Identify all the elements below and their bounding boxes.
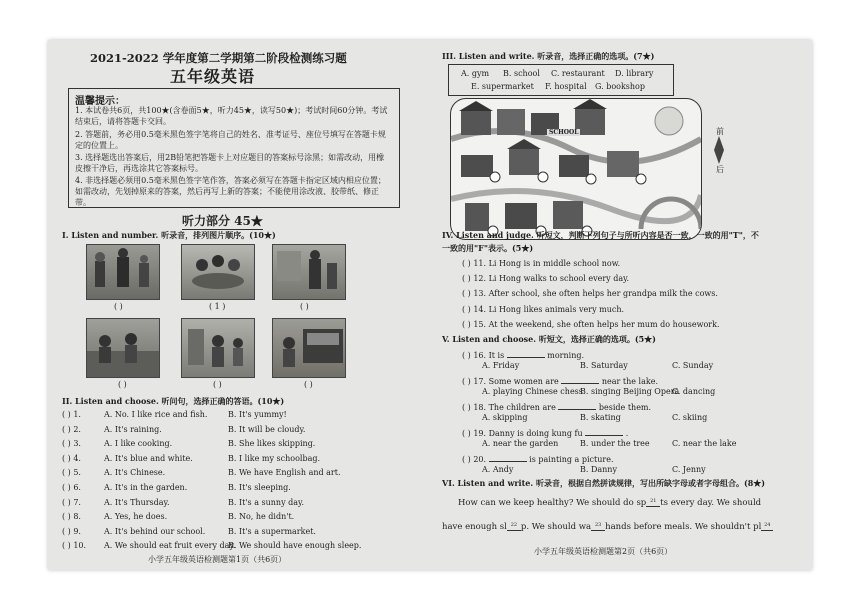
word-library: D. library bbox=[615, 69, 654, 78]
word-hospital: F. hospital bbox=[545, 82, 587, 91]
section-5-option-b: B. skating bbox=[580, 413, 621, 422]
picture-3 bbox=[272, 244, 346, 300]
page-2 bbox=[434, 40, 812, 570]
section-5-option-c: C. dancing bbox=[672, 387, 716, 396]
blank-23-number: 23 bbox=[594, 522, 602, 528]
section-2-item-number[interactable]: ( ) 8. bbox=[62, 512, 81, 522]
section-5-question[interactable] bbox=[462, 453, 614, 464]
section-5-title: V. Listen and choose. 听短文，选择正确的选项。(5★) bbox=[442, 334, 656, 344]
exam-title: 2021-2022 学年度第二学期第二阶段检测练习题 bbox=[90, 51, 347, 65]
section-5-question[interactable] bbox=[462, 427, 628, 438]
word-bookshop: G. bookshop bbox=[595, 82, 645, 91]
section-6-line-2 bbox=[442, 522, 773, 532]
section-3-title: III. Listen and write. 听录音，选择正确的选项。(7★) bbox=[442, 51, 655, 61]
section-2-item-number[interactable]: ( ) 6. bbox=[62, 483, 81, 492]
compass-arrow-icon bbox=[714, 136, 724, 164]
section-2-option-b: B. We should have enough sleep. bbox=[228, 541, 362, 551]
picture-1 bbox=[86, 244, 160, 300]
answer-paren-3[interactable]: ( ) bbox=[300, 302, 309, 311]
picture-5 bbox=[181, 318, 255, 378]
picture-4 bbox=[86, 318, 160, 378]
compass-north: 前 bbox=[716, 127, 724, 136]
section-2-item-number[interactable]: ( ) 3. bbox=[62, 439, 81, 449]
map-drawing bbox=[451, 99, 701, 239]
section-5-blank[interactable] bbox=[558, 401, 596, 410]
blank-24-number: 24 bbox=[764, 522, 771, 528]
section-2-option-a: A. It's Thursday. bbox=[104, 497, 170, 507]
section-2-option-b: B. It's sleeping. bbox=[228, 483, 291, 492]
section-5-option-a: A. playing Chinese chess bbox=[482, 387, 583, 396]
section-2-title: II. Listen and choose. 听问句，选择正确的答语。(10★) bbox=[62, 396, 285, 406]
section-5-question-start: ( ) 20. bbox=[462, 455, 487, 464]
section-4-title-line2: 一致的用"F"表示。(5★) bbox=[442, 243, 534, 253]
line2-text-b: p. We should wa bbox=[520, 522, 592, 532]
section-5-question-start: ( ) 18. The children are bbox=[462, 403, 556, 412]
page-1 bbox=[48, 40, 408, 570]
section-5-option-b: B. Saturday bbox=[580, 361, 628, 370]
answer-paren-6[interactable]: ( ) bbox=[304, 380, 313, 389]
page-2-footer: 小学五年级英语检测题第2页（共6页） bbox=[534, 547, 673, 556]
answer-paren-2[interactable]: ( 1 ) bbox=[209, 302, 226, 311]
listening-header: 听力部分 45★ bbox=[182, 214, 263, 228]
blank-22[interactable] bbox=[507, 522, 521, 531]
word-school: B. school bbox=[503, 69, 540, 78]
section-2-option-b: B. She likes skipping. bbox=[228, 439, 316, 449]
compass-south: 后 bbox=[716, 165, 724, 174]
tip-1: 1. 本试卷共6页，共100★(含卷面5★，听力45★，读写50★)；考试时间60分钟。考试结束后，请将答题卡交回。 bbox=[75, 106, 388, 126]
word-bank bbox=[448, 64, 674, 96]
picture-6 bbox=[272, 318, 346, 378]
picture-2 bbox=[181, 244, 255, 300]
section-5-option-b: B. under the tree bbox=[580, 439, 650, 448]
section-5-option-a: A. skipping bbox=[482, 413, 528, 422]
section-5-question-end: beside them. bbox=[598, 403, 652, 412]
answer-paren-4[interactable]: ( ) bbox=[118, 380, 127, 389]
exam-subject: 五年级英语 bbox=[170, 67, 256, 86]
section-6-title: VI. Listen and write. 听录音，根据自然拼读规律，写出所缺字母或者字母组合。(8★) bbox=[442, 478, 766, 488]
exam-paper bbox=[48, 40, 812, 570]
section-2-option-a: A. It's raining. bbox=[104, 424, 162, 434]
section-5-option-a: A. near the garden bbox=[482, 439, 559, 448]
blank-24[interactable] bbox=[761, 522, 773, 531]
section-2-item-number[interactable]: ( ) 10. bbox=[62, 541, 87, 551]
tips-box bbox=[68, 88, 400, 208]
blank-22-number: 22 bbox=[510, 522, 518, 528]
section-2-item-number[interactable]: ( ) 9. bbox=[62, 526, 81, 536]
section-2-option-b: B. It's a supermarket. bbox=[228, 526, 316, 536]
section-5-question-end: morning. bbox=[547, 351, 585, 360]
section-1-title: I. Listen and number. 听录音，排列图片顺序。(10★) bbox=[62, 230, 276, 240]
section-5-question[interactable] bbox=[462, 349, 584, 360]
section-4-item[interactable]: ( ) 14. Li Hong likes animals very much. bbox=[462, 304, 625, 314]
word-restaurant: C. restaurant bbox=[551, 69, 605, 78]
section-2-item-number[interactable]: ( ) 7. bbox=[62, 497, 81, 507]
section-5-blank[interactable] bbox=[585, 427, 623, 436]
section-5-option-c: C. Sunday bbox=[672, 361, 714, 370]
section-5-option-c: C. Jenny bbox=[672, 465, 706, 474]
tips-title: 温馨提示： bbox=[75, 96, 125, 107]
word-gym: A. gym bbox=[461, 69, 490, 78]
section-2-option-b: B. It will be cloudy. bbox=[228, 424, 306, 434]
section-4-item[interactable]: ( ) 12. Li Hong walks to school every day. bbox=[462, 274, 630, 284]
section-2-option-a: A. It's Chinese. bbox=[104, 468, 166, 478]
line1-text: How can we keep healthy? We should do sp bbox=[458, 498, 647, 508]
section-4-item[interactable]: ( ) 15. At the weekend, she often helps her mum do housework. bbox=[462, 319, 720, 329]
section-4-item[interactable]: ( ) 11. Li Hong is in middle school now. bbox=[462, 259, 621, 268]
section-2-option-b: B. No, he didn't. bbox=[228, 512, 295, 522]
section-5-question-start: ( ) 17. Some women are bbox=[462, 377, 559, 386]
section-2-option-b: B. It's a sunny day. bbox=[228, 497, 305, 507]
section-5-option-c: C. near the lake bbox=[672, 439, 737, 448]
blank-23[interactable] bbox=[591, 522, 605, 531]
section-2-item-number[interactable]: ( ) 4. bbox=[62, 453, 81, 463]
town-map bbox=[450, 98, 702, 240]
section-5-question-start: ( ) 19. Danny is doing kung fu bbox=[462, 429, 583, 438]
section-5-option-a: A. Friday bbox=[482, 361, 520, 370]
section-2-option-a: A. It's blue and white. bbox=[104, 453, 193, 463]
line1-end: ts every day. We should bbox=[660, 498, 762, 508]
section-2-option-b: B. I like my schoolbag. bbox=[228, 453, 321, 463]
section-2-item-number[interactable]: ( ) 5. bbox=[62, 468, 81, 478]
map-school-sign: SCHOOL bbox=[549, 129, 579, 136]
section-5-question-start: ( ) 16. It is bbox=[462, 351, 505, 360]
blank-21-number: 21 bbox=[650, 498, 657, 504]
section-5-option-b: B. Danny bbox=[580, 465, 617, 474]
section-4-item[interactable]: ( ) 13. After school, she often helps her grandpa milk the cows. bbox=[462, 289, 718, 299]
section-5-question[interactable] bbox=[462, 401, 651, 412]
section-5-option-a: A. Andy bbox=[482, 465, 514, 474]
section-5-question[interactable] bbox=[462, 375, 658, 386]
tip-3: 3. 选择题选出答案后，用2B铅笔把答题卡上对应题目的答案标号涂黑；如需改动，用橡皮擦干净后，再选涂其它答案标号。 bbox=[75, 153, 385, 173]
answer-paren-5[interactable]: ( ) bbox=[213, 380, 222, 389]
section-5-blank[interactable] bbox=[561, 375, 599, 384]
section-2-option-b: B. It's yummy! bbox=[228, 410, 287, 419]
section-5-option-c: C. skiing bbox=[672, 413, 708, 422]
section-2-item-number[interactable]: ( ) 1. bbox=[62, 410, 81, 419]
section-2-item-number[interactable]: ( ) 2. bbox=[62, 424, 81, 434]
word-supermarket: E. supermarket bbox=[471, 82, 534, 91]
section-2-option-a: A. Yes, he does. bbox=[104, 512, 168, 522]
line2-text-c: hands before meals. We shouldn't pl bbox=[605, 522, 762, 532]
section-6-line-1 bbox=[458, 498, 761, 508]
section-5-option-b: B. singing Beijing Opera bbox=[580, 387, 680, 396]
section-5-blank[interactable] bbox=[507, 349, 545, 358]
section-4-title-line1: IV. Listen and judge. 听短文，判断下列句子与所听内容是否一致，一致的用"T"，不 bbox=[442, 230, 759, 240]
tip-2: 2. 答题前，务必用0.5毫米黑色签字笔将自己的姓名、准考证号、座位号填写在答题卡规定的位置上。 bbox=[75, 130, 386, 150]
section-2-option-a: A. It's behind our school. bbox=[104, 526, 206, 536]
answer-paren-1[interactable]: ( ) bbox=[114, 302, 123, 311]
section-2-option-a: A. It's in the garden. bbox=[104, 483, 188, 492]
section-2-option-a: A. No. I like rice and fish. bbox=[104, 410, 208, 419]
section-2-option-a: A. We should eat fruit every day. bbox=[104, 541, 236, 551]
section-5-question-end: is painting a picture. bbox=[529, 455, 614, 464]
section-2-option-a: A. I like cooking. bbox=[104, 439, 173, 449]
section-5-blank[interactable] bbox=[489, 453, 527, 462]
tip-4: 4. 非选择题必须用0.5毫米黑色签字笔作答，答案必须写在答题卡指定区域内相应位置；如需改动，先划掉原来的答案，然后再写上新的答案；不能使用涂改液、胶带纸、修正带。 bbox=[75, 176, 386, 207]
blank-21[interactable] bbox=[646, 498, 660, 507]
page-1-footer: 小学五年级英语检测题第1页（共6页） bbox=[148, 555, 287, 564]
section-5-question-end: near the lake. bbox=[601, 377, 658, 386]
section-5-question-end: . bbox=[625, 429, 629, 438]
section-2-option-b: B. We have English and art. bbox=[228, 468, 341, 478]
line2-text-a: have enough sl bbox=[442, 522, 507, 532]
